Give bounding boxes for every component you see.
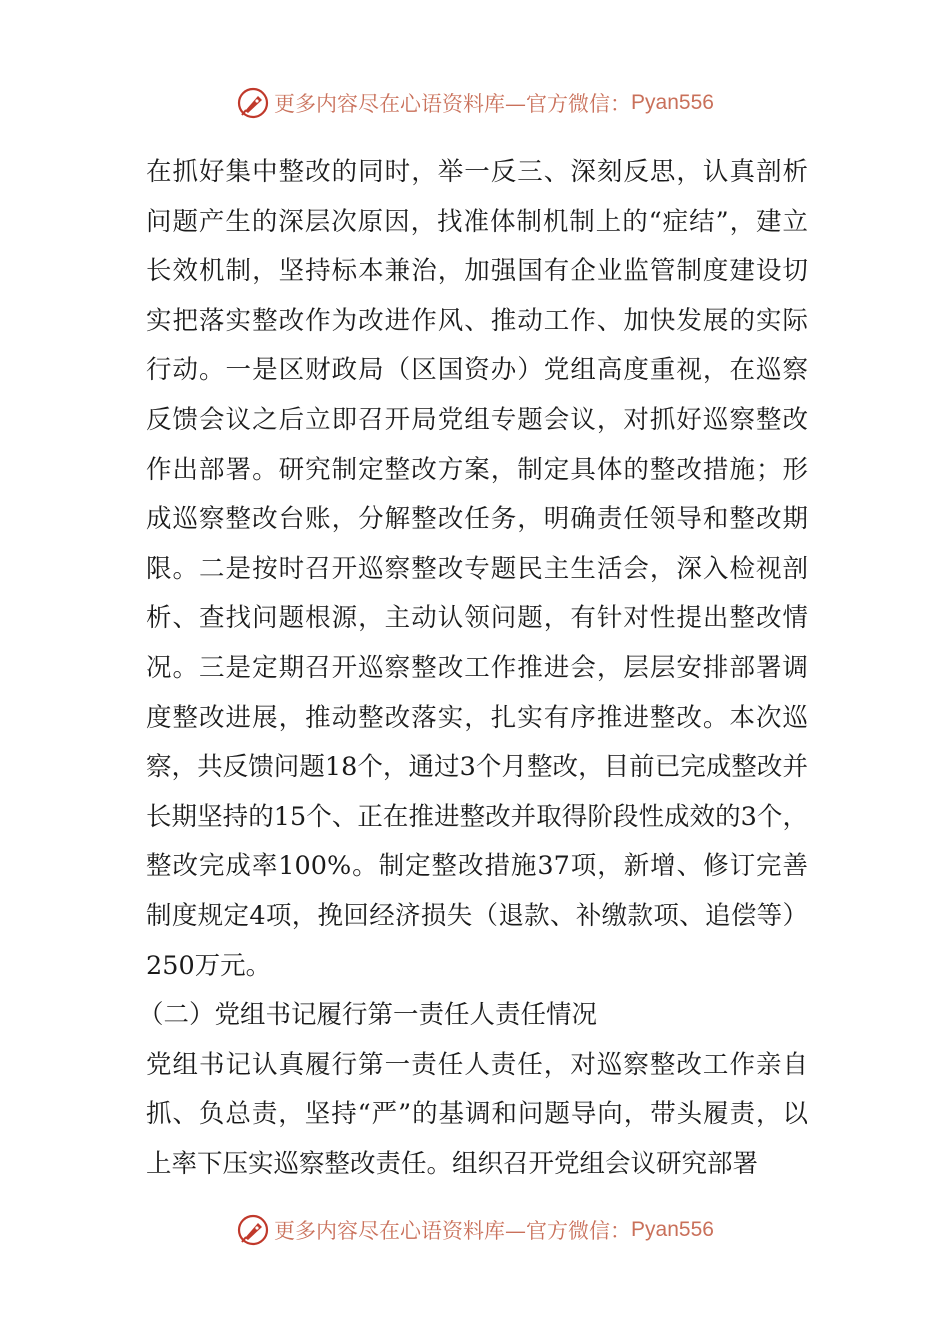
pen-nib-logo-icon [236,86,270,120]
section-heading: （二）党组书记履行第一责任人责任情况 [138,1000,598,1031]
body-paragraph: 在抓好集中整改的同时，举一反三、深刻反思，认真剖析问题产生的深层次原因，找准体制机制上的“症结”，建立长效机制，坚持标本兼治，加强国有企业监管制度建设切实把落实整改作为改进作风、推动工作、加快发展的实际行动。一是区财政局（区国资办）党组高度重视，在巡察反馈会议之后立即召开局党组专题会议，对抓好巡察整改作出部署。研究制定整改方案，制定具体的整改措施；形成巡察整改台账，分解整改任务，明确责任领导和整改期限。二是按时召开巡察整改专题民主生活会，深入检视剖析、查找问题根源，主动认领问题，有针对性提出整改情况。三是定期召开巡察整改工作推进会，层层安排部署调度整改进展，推动整改落实，扎实有序推进整改。本次巡察，共反馈问题18个，通过3个月整改，目前已完成整改并长期坚持的15个、正在推进整改并取得阶段性成效的3个，整改完成率100%。制定整改措施37项，新增、修订完善制度规定4项，挽回经济损失（退款、补缴款项、追偿等）250万元。 [146,157,808,981]
body-paragraph: 党组书记认真履行第一责任人责任，对巡察整改工作亲自抓、负总责，坚持“严”的基调和问题导向，带头履责，以上率下压实巡察整改责任。组织召开党组会议研究部署 [146,1049,808,1179]
watermark-wechat-id: Pyan556 [631,91,714,114]
watermark-text: 更多内容尽在心语资料库—官方微信： [274,1219,632,1243]
pen-nib-logo-icon [236,1213,270,1247]
document-body [138,148,808,1189]
watermark-wechat-id: Pyan556 [631,1218,714,1241]
header-watermark [0,83,950,123]
footer-watermark [0,1210,950,1250]
watermark-text: 更多内容尽在心语资料库—官方微信： [274,92,632,116]
